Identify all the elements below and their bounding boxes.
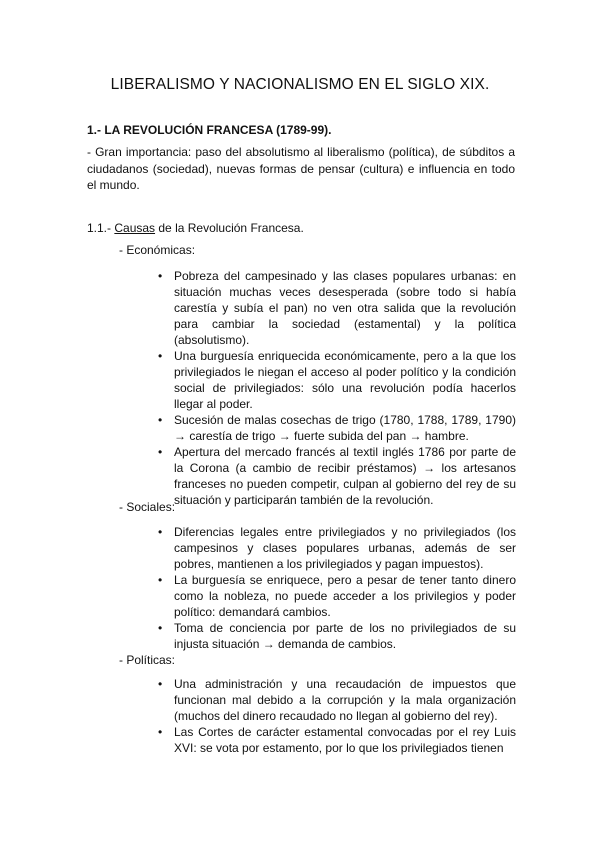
list-item: • Apertura del mercado francés al textil inglés 1786 por parte de la Corona (a cambio de recibir préstamos) → los artesanos franceses no pueden competir, culpan al gobierno del rey de su situación y participarán también de la revolución. <box>158 445 516 507</box>
subheading-causas <box>87 221 304 235</box>
bullet-list-economicas <box>158 268 516 508</box>
subheading-number: 1.1.- <box>87 221 115 235</box>
list-item: • Una burguesía enriquecida económicamente, pero a la que los privilegiados le niegan el acceso al poder político y la condición social de privilegiados: sólo una revolución podía hacerlos llegar al poder. <box>158 349 516 411</box>
bullet-icon: • <box>158 677 163 691</box>
bullet-icon: • <box>158 445 163 459</box>
list-item: • Toma de conciencia por parte de los no privilegiados de su injusta situación → demanda de cambios. <box>158 621 516 651</box>
list-item: • Una administración y una recaudación de impuestos que funcionan mal debido a la corrupción y la mala organización (muchos del dinero recaudado no llegan al gobierno del rey). <box>158 677 516 723</box>
intro-paragraph: - Gran importancia: paso del absolutismo al liberalismo (política), de súbditos a ciudadanos (sociedad), nuevas formas de pensar (cultura) e influencia en todo el mundo. <box>87 145 515 192</box>
bullet-icon: • <box>158 269 163 283</box>
section-heading: 1.- LA REVOLUCIÓN FRANCESA (1789-99). <box>87 123 332 137</box>
list-item: • Diferencias legales entre privilegiados y no privilegiados (los campesinos y clases populares urbanas, además de ser pobres, mantienen a los privilegiados y pagan impuestos). <box>158 525 516 571</box>
subheading-rest: de la Revolución Francesa. <box>155 221 304 235</box>
category-label-politicas: - Políticas: <box>119 653 176 667</box>
category-label-sociales: - Sociales: <box>119 500 176 514</box>
bullet-icon: • <box>158 349 163 363</box>
list-item: • La burguesía se enriquece, pero a pesar de tener tanto dinero como la nobleza, no puede acceder a los privilegios y poder político: demandará cambios. <box>158 573 516 619</box>
bullet-icon: • <box>158 725 163 739</box>
bullet-icon: • <box>158 621 163 635</box>
bullet-list-sociales <box>158 524 516 652</box>
list-item: • Pobreza del campesinado y las clases populares urbanas: en situación muchas veces desesperada (sobre todo si había carestía y subía el pan) no ven otra salida que la revolución para cambiar la sociedad (estamental) y la política (absolutismo). <box>158 269 516 347</box>
subheading-underlined-word: Causas <box>114 221 156 235</box>
bullet-list-politicas <box>158 676 516 756</box>
list-item: • Sucesión de malas cosechas de trigo (1780, 1788, 1789, 1790) → carestía de trigo → fuerte subida del pan → hambre. <box>158 413 516 443</box>
bullet-icon: • <box>158 573 163 587</box>
bullet-icon: • <box>158 413 163 427</box>
category-label-economicas: - Económicas: <box>119 243 196 257</box>
document-title: LIBERALISMO Y NACIONALISMO EN EL SIGLO XIX. <box>110 76 490 93</box>
bullet-icon: • <box>158 525 163 539</box>
list-item: • Las Cortes de carácter estamental convocadas por el rey Luis XVI: se vota por estamento, por lo que los privilegiados tienen <box>158 725 516 755</box>
